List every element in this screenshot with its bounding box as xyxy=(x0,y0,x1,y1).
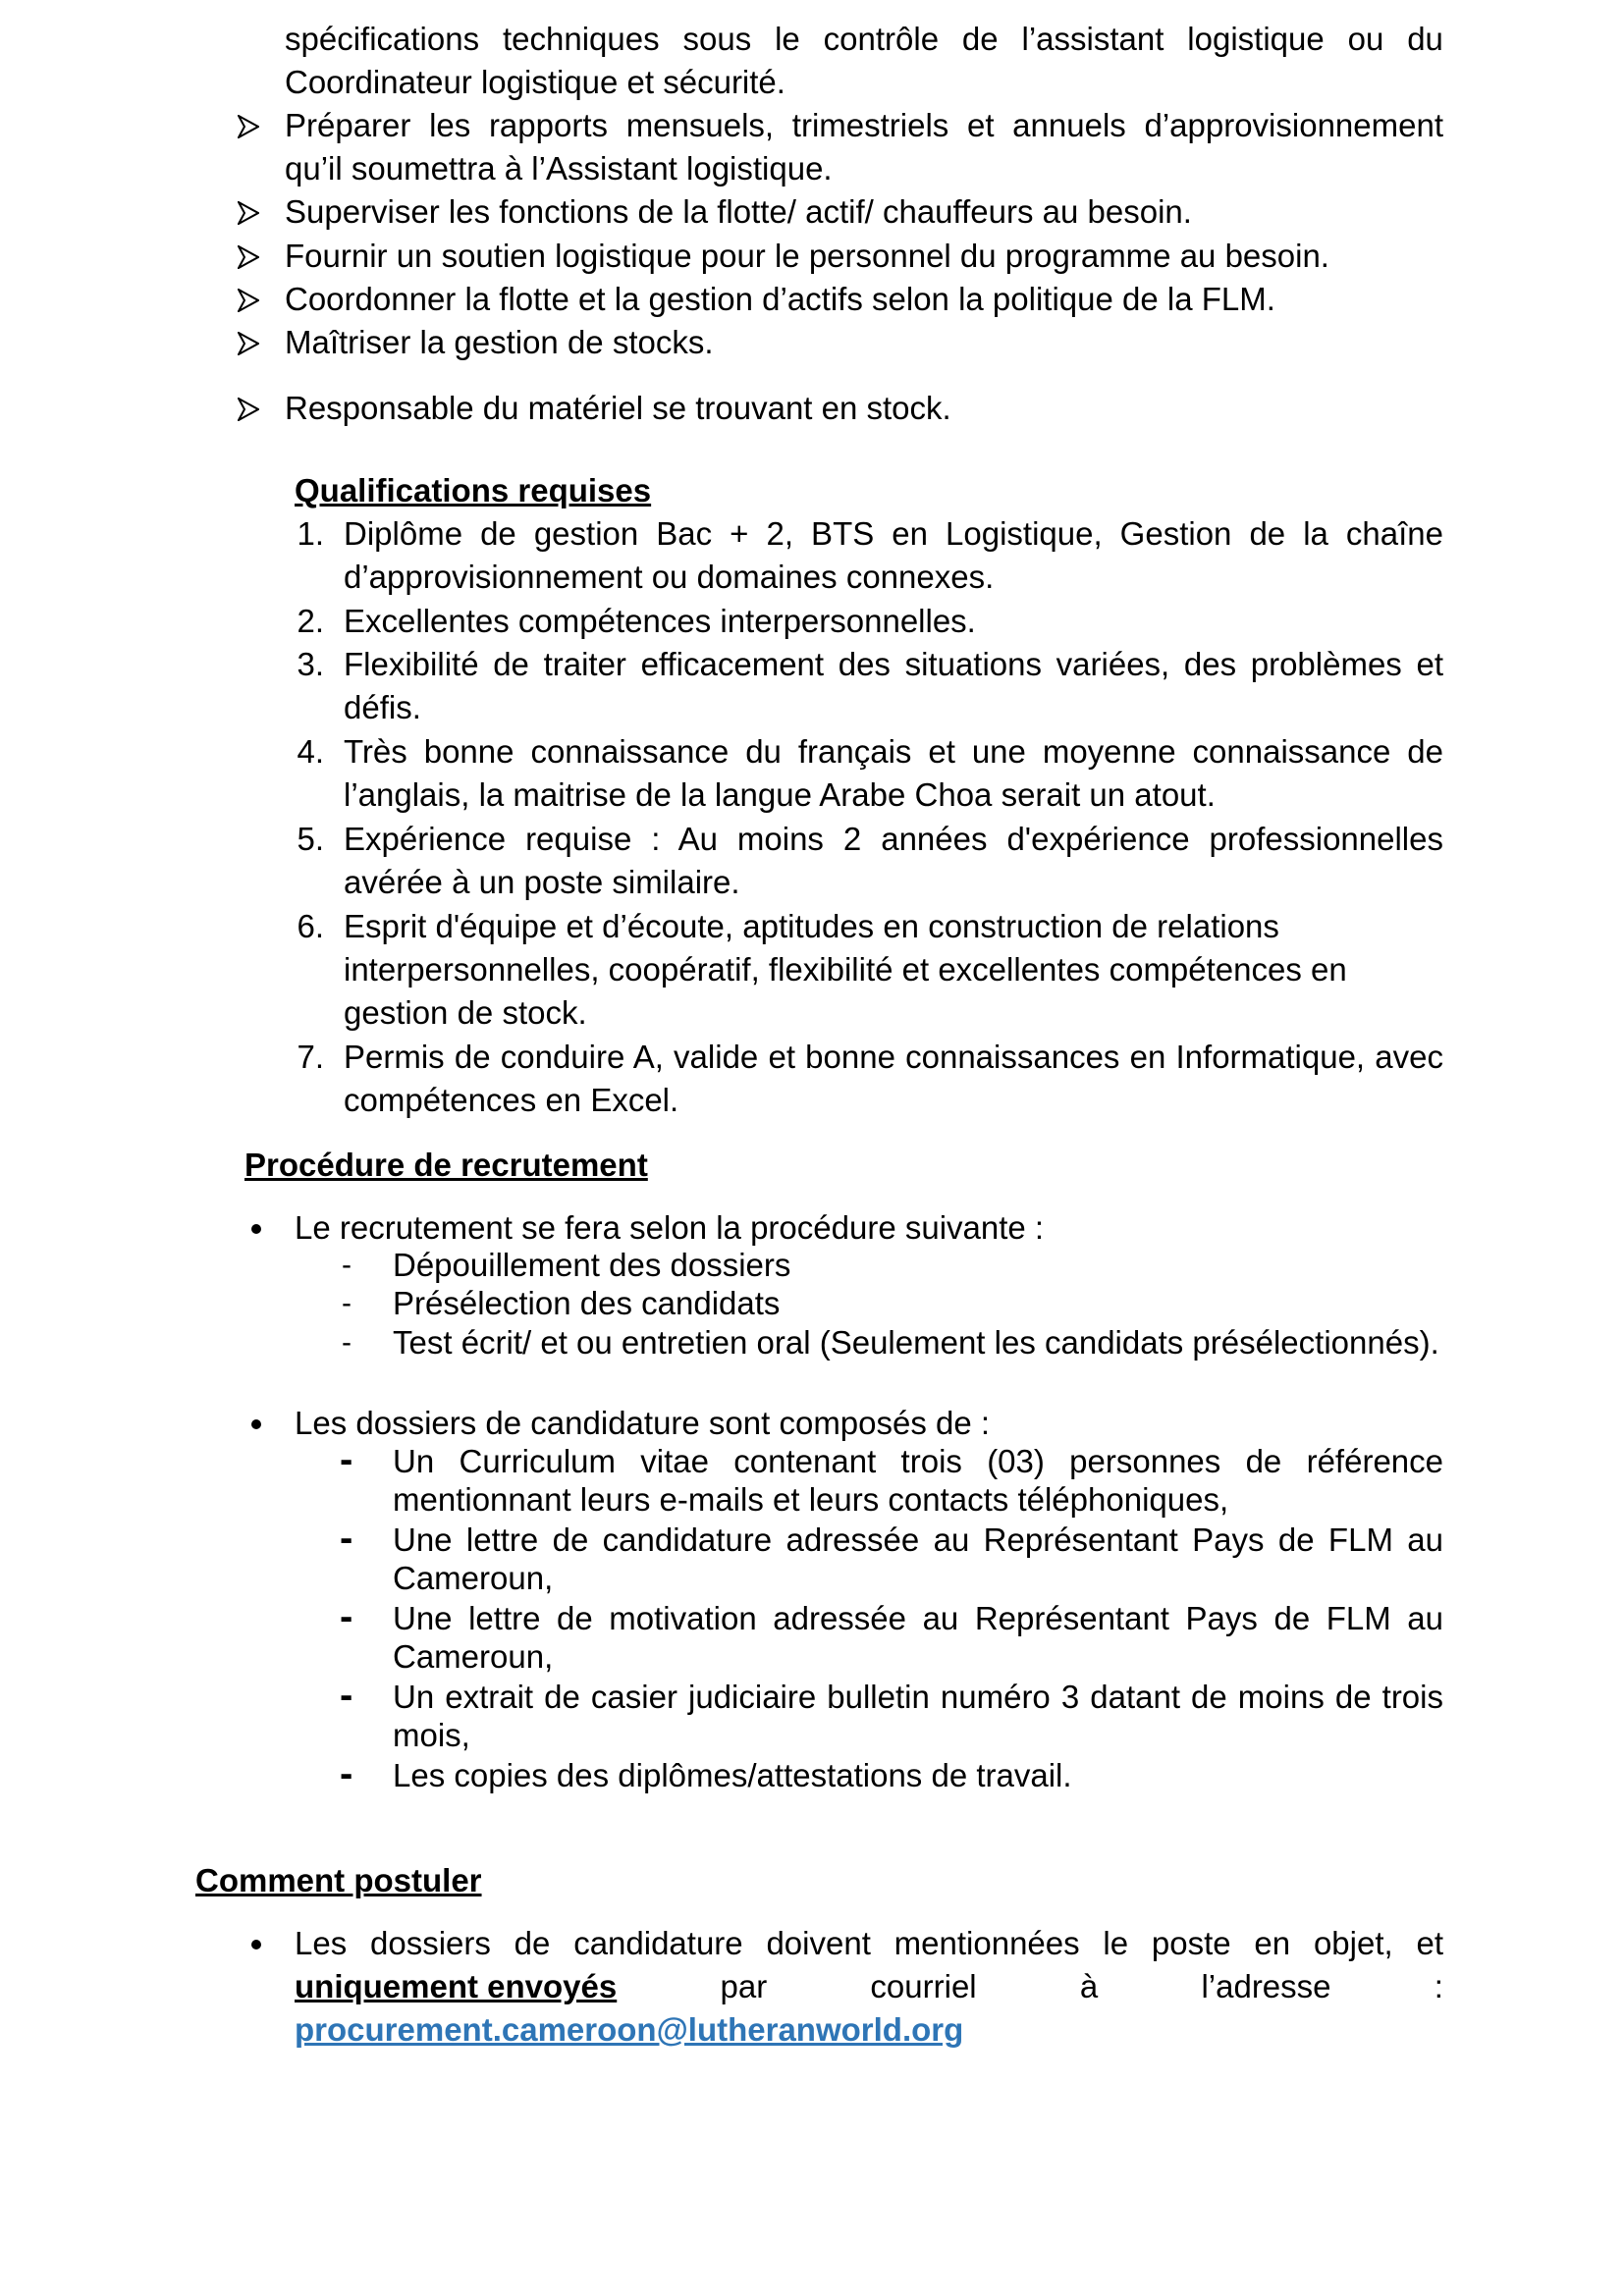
apply-text: Les dossiers de candidature doivent mentionnées le poste en objet, et xyxy=(295,1925,1443,1961)
task-text: Coordonner la flotte et la gestion d’actifs selon la politique de la FLM. xyxy=(285,281,1275,317)
qualification-line xyxy=(344,730,1443,774)
word: contrôle xyxy=(823,21,940,57)
qualification-line xyxy=(344,1079,678,1122)
round-bullet-icon xyxy=(251,1419,261,1429)
task-line xyxy=(285,321,714,364)
qualification-text: Flexibilité de traiter efficacement des situations variées, des problèmes et xyxy=(344,646,1443,682)
apply-word: à xyxy=(1079,1968,1099,2004)
apply-line xyxy=(295,1922,1443,1965)
word: du xyxy=(1407,21,1443,57)
arrow-bullet-icon xyxy=(238,332,259,355)
email-link[interactable]: procurement.cameroon@lutheranworld.org xyxy=(295,2011,964,2048)
word: ou xyxy=(1347,21,1384,57)
document-text: Cameroun, xyxy=(393,1560,554,1596)
word: spécifications xyxy=(285,21,480,57)
dash-bullet-icon: - xyxy=(340,1674,353,1717)
procedure-heading: Procédure de recrutement xyxy=(244,1147,648,1183)
document-line xyxy=(393,1638,553,1676)
qualification-line xyxy=(344,1036,1443,1079)
dash-bullet-icon: - xyxy=(342,1249,352,1281)
qualification-line xyxy=(344,643,1443,686)
email-line xyxy=(295,2008,963,2052)
apply-line xyxy=(295,1965,1443,2008)
word: techniques xyxy=(502,21,660,57)
task-text: Coordinateur logistique et sécurité. xyxy=(285,64,785,100)
round-bullet-icon xyxy=(251,1224,261,1234)
procedure-step: Présélection des candidats xyxy=(393,1285,781,1321)
document-text: Un Curriculum vitae contenant trois (03) personnes de référence xyxy=(393,1443,1443,1479)
dash-bullet-icon: - xyxy=(342,1287,352,1319)
word: l’assistant xyxy=(1021,21,1164,57)
qualification-line xyxy=(344,991,587,1035)
qualifications-heading: Qualifications requises xyxy=(295,472,652,508)
procedure-step: Dépouillement des dossiers xyxy=(393,1247,791,1283)
document-text: Une lettre de candidature adressée au Représentant Pays de FLM au xyxy=(393,1522,1443,1558)
apply-word: l’adresse xyxy=(1201,1968,1331,2004)
procedure-step: Test écrit/ et ou entretien oral (Seulement les candidats présélectionnés). xyxy=(393,1324,1439,1361)
document-line xyxy=(393,1560,553,1597)
task-line xyxy=(285,104,1443,147)
qualification-line xyxy=(344,686,421,729)
task-line xyxy=(285,18,1443,61)
task-text: qu’il soumettra à l’Assistant logistique. xyxy=(285,150,833,187)
procedure-intro: Le recrutement se fera selon la procédure suivante : xyxy=(295,1209,1045,1246)
qualification-line xyxy=(344,905,1279,948)
qualification-text: Excellentes compétences interpersonnelles. xyxy=(344,603,976,639)
document-text: Cameroun, xyxy=(393,1638,554,1675)
apply-word: courriel xyxy=(870,1968,977,2004)
dossier-intro: Les dossiers de candidature sont composés de : xyxy=(295,1405,991,1441)
arrow-bullet-icon xyxy=(238,245,259,269)
qualification-text: Diplôme de gestion Bac + 2, BTS en Logistique, Gestion de la chaîne xyxy=(344,515,1443,552)
list-number: 7. xyxy=(297,1039,324,1075)
task-text: Superviser les fonctions de la flotte/ actif/ chauffeurs au besoin. xyxy=(285,193,1192,230)
document-text: Une lettre de motivation adressée au Représentant Pays de FLM au xyxy=(393,1600,1443,1636)
document-line xyxy=(393,1717,470,1754)
document-line xyxy=(393,1481,1228,1519)
qualification-line xyxy=(344,818,1443,861)
qualification-text: d’approvisionnement ou domaines connexes. xyxy=(344,559,995,595)
qualification-text: Très bonne connaissance du français et une moyenne connaissance de xyxy=(344,733,1443,770)
qualification-text: interpersonnelles, coopératif, flexibilité et excellentes compétences en xyxy=(344,951,1347,988)
arrow-bullet-icon xyxy=(238,201,259,225)
dash-bullet-icon: - xyxy=(342,1326,352,1359)
task-line xyxy=(285,387,951,430)
qualification-line xyxy=(344,861,740,904)
list-number: 2. xyxy=(297,603,324,639)
document-text: Les copies des diplômes/attestations de travail. xyxy=(393,1757,1072,1793)
qualification-text: l’anglais, la maitrise de la langue Arabe Choa serait un atout. xyxy=(344,776,1216,813)
word: le xyxy=(775,21,800,57)
qualification-line xyxy=(344,600,976,643)
qualification-text: Expérience requise : Au moins 2 années d'expérience professionnelles xyxy=(344,821,1443,857)
dash-bullet-icon: - xyxy=(340,1752,353,1795)
qualification-text: Permis de conduire A, valide et bonne connaissances en Informatique, avec xyxy=(344,1039,1443,1075)
qualification-text: compétences en Excel. xyxy=(344,1082,679,1118)
apply-word: par xyxy=(720,1968,768,2004)
word: logistique xyxy=(1187,21,1325,57)
task-text: Maîtriser la gestion de stocks. xyxy=(285,324,714,360)
qualification-line xyxy=(344,556,994,599)
apply-word: : xyxy=(1434,1968,1443,2004)
list-number: 5. xyxy=(297,821,324,857)
task-text: Fournir un soutien logistique pour le personnel du programme au besoin. xyxy=(285,238,1329,274)
word: sous xyxy=(682,21,752,57)
document-line xyxy=(393,1443,1443,1480)
arrow-bullet-icon xyxy=(238,115,259,138)
dash-bullet-icon: - xyxy=(340,1595,353,1638)
task-line xyxy=(285,147,833,190)
document-text: mois, xyxy=(393,1717,470,1753)
list-number: 6. xyxy=(297,908,324,944)
word: de xyxy=(961,21,999,57)
task-text: Préparer les rapports mensuels, trimestriels et annuels d’approvisionnement xyxy=(285,107,1443,143)
apply-heading: Comment postuler xyxy=(195,1862,482,1898)
task-text: Responsable du matériel se trouvant en stock. xyxy=(285,390,951,426)
dash-bullet-icon: - xyxy=(340,1438,353,1481)
task-line xyxy=(285,190,1192,234)
task-line xyxy=(285,235,1329,278)
arrow-bullet-icon xyxy=(238,398,259,421)
qualification-text: gestion de stock. xyxy=(344,994,587,1031)
list-number: 4. xyxy=(297,733,324,770)
qualification-line xyxy=(344,512,1443,556)
qualification-text: avérée à un poste similaire. xyxy=(344,864,740,900)
round-bullet-icon xyxy=(251,1940,261,1949)
document-text: Un extrait de casier judiciaire bulletin numéro 3 datant de moins de trois xyxy=(393,1679,1443,1715)
dash-bullet-icon: - xyxy=(340,1517,353,1560)
list-number: 3. xyxy=(297,646,324,682)
document-line xyxy=(393,1757,1072,1794)
arrow-bullet-icon xyxy=(238,289,259,312)
qualification-text: Esprit d'équipe et d’écoute, aptitudes en construction de relations xyxy=(344,908,1279,944)
task-line xyxy=(285,278,1275,321)
document-line xyxy=(393,1600,1443,1637)
task-line xyxy=(285,61,785,104)
document-line xyxy=(393,1522,1443,1559)
document-text: mentionnant leurs e-mails et leurs contacts téléphoniques, xyxy=(393,1481,1229,1518)
list-number: 1. xyxy=(297,515,324,552)
qualification-line xyxy=(344,948,1347,991)
qualification-text: défis. xyxy=(344,689,421,725)
document-line xyxy=(393,1679,1443,1716)
apply-emphasis: uniquement envoyés xyxy=(295,1968,618,2004)
qualification-line xyxy=(344,774,1216,817)
